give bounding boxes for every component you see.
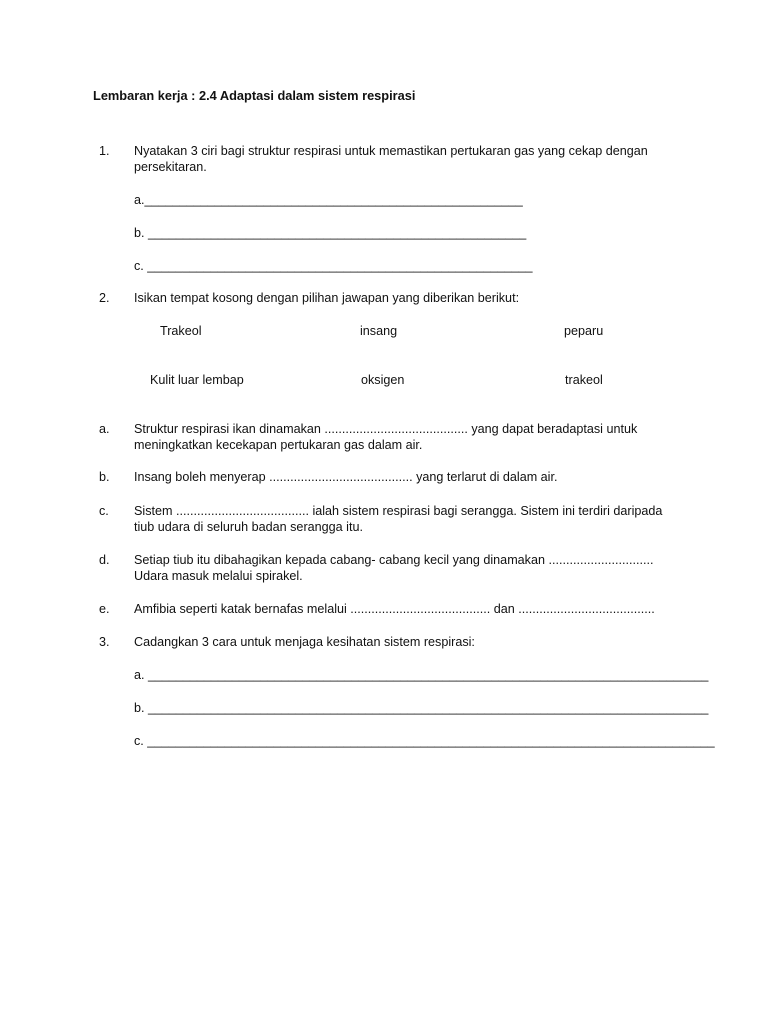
option-trakeol-lower: trakeol: [565, 373, 603, 387]
option-trakeol: Trakeol: [160, 324, 202, 338]
question-2-text: Isikan tempat kosong dengan pilihan jawapan yang diberikan berikut:: [134, 291, 520, 305]
question-2-number: 2.: [99, 291, 110, 305]
option-peparu: peparu: [564, 324, 604, 338]
item-e-text[interactable]: Amfibia seperti katak bernafas melalui ........................................ dan .......................................: [134, 602, 655, 616]
item-d-text[interactable]: Setiap tiub itu dibahagikan kepada cabang- cabang kecil yang dinamakan .............................. Udara masuk melalui spirakel.: [134, 553, 654, 583]
item-b-letter: b.: [99, 470, 110, 484]
item-c-letter: c.: [99, 504, 109, 518]
question-3-answer-a[interactable]: a. ________________________________________________________________________________: [134, 668, 709, 682]
item-d-letter: d.: [99, 553, 110, 567]
item-a-letter: a.: [99, 422, 110, 436]
worksheet-title: Lembaran kerja : 2.4 Adaptasi dalam sistem respirasi: [93, 88, 416, 103]
question-3-number: 3.: [99, 635, 110, 649]
question-1-text: Nyatakan 3 ciri bagi struktur respirasi untuk memastikan pertukaran gas yang cekap dengan persekitaran.: [134, 144, 648, 174]
option-kulit-luar-lembap: Kulit luar lembap: [150, 373, 244, 387]
question-3-answer-c[interactable]: c. _________________________________________________________________________________: [134, 734, 715, 748]
question-3-text: Cadangkan 3 cara untuk menjaga kesihatan sistem respirasi:: [134, 635, 475, 649]
item-c-text[interactable]: Sistem ...................................... ialah sistem respirasi bagi serangga. Sistem ini terdiri daripada tiub udara di seluruh badan serangga itu.: [134, 504, 663, 534]
option-oksigen: oksigen: [361, 373, 405, 387]
item-e-letter: e.: [99, 602, 110, 616]
question-3-answer-b[interactable]: b. ________________________________________________________________________________: [134, 701, 709, 715]
item-b-text[interactable]: Insang boleh menyerap ......................................... yang terlarut di dalam air.: [134, 470, 558, 484]
question-1-number: 1.: [99, 144, 110, 158]
option-insang: insang: [360, 324, 398, 338]
question-1-answer-b[interactable]: b. ______________________________________________________: [134, 226, 527, 240]
question-1-answer-a[interactable]: a.______________________________________________________: [134, 193, 523, 207]
item-a-text[interactable]: Struktur respirasi ikan dinamakan ......................................... yang dapat beradaptasi untuk meningkatkan kecekapan pertukaran gas dalam air.: [134, 422, 638, 452]
question-1-answer-c[interactable]: c. _______________________________________________________: [134, 259, 533, 273]
